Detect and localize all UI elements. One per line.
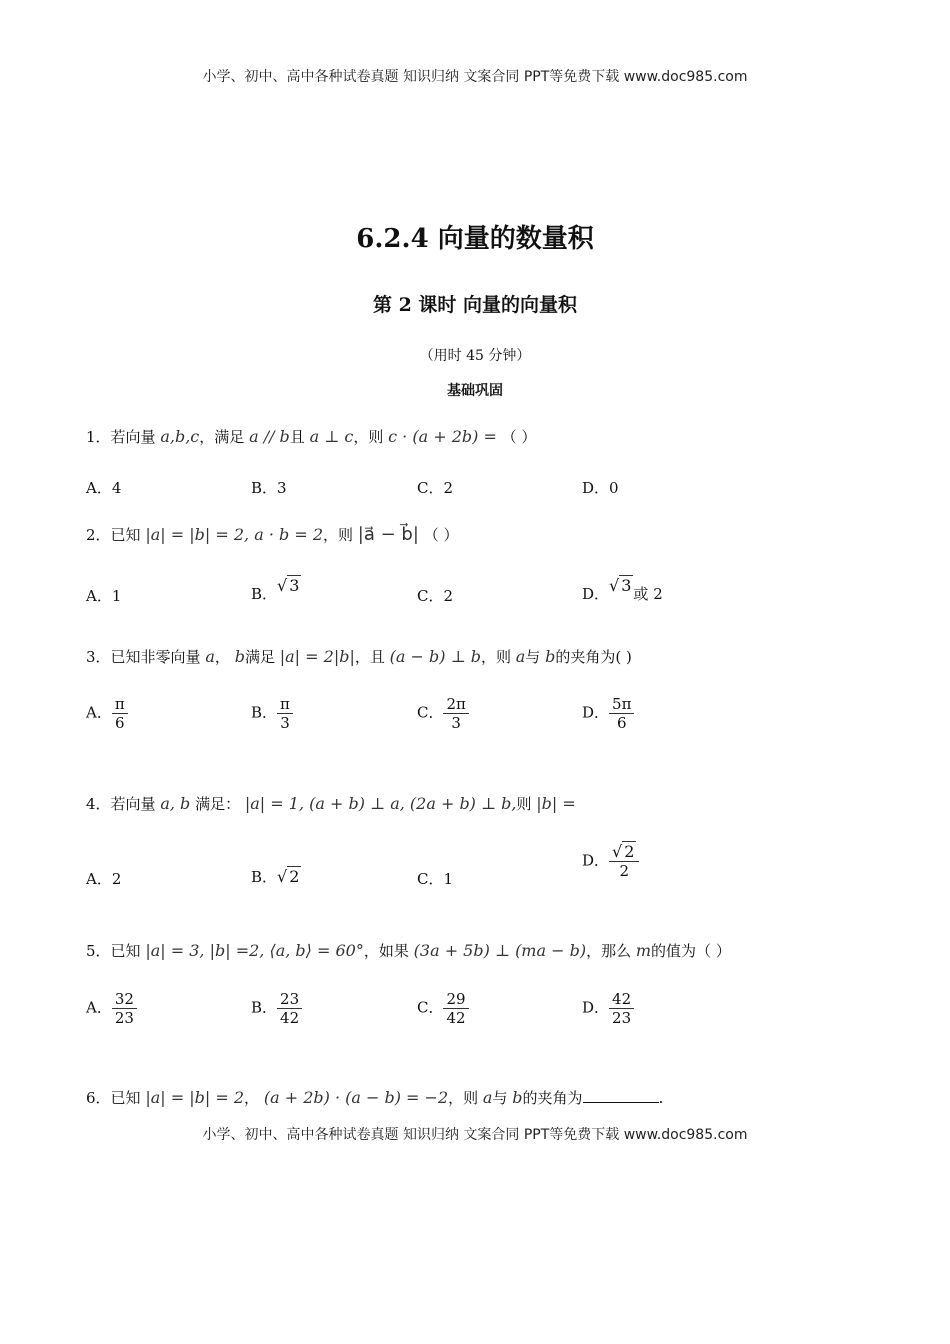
sqrt-symbol: √ 3: [609, 576, 632, 595]
question-2: 2．已知 |a| = |b| = 2, a · b = 2，则 |a⃗ − b⃗| （ ）: [86, 524, 459, 545]
q5-option-a: A． $\frac{32}{23}$: [86, 990, 137, 1027]
q4-option-b: B．√ 2: [251, 867, 300, 886]
q5-option-d: D． $\frac{42}{23}$: [582, 990, 634, 1027]
answer-blank[interactable]: [583, 1088, 659, 1103]
q4-option-d: D． $\frac{√ 2}{2}$: [582, 843, 639, 880]
q3-option-d: D． $\frac{5\pi}{6}$: [582, 695, 634, 732]
page-subtitle: 第 2 课时 向量的向量积: [372, 294, 578, 316]
q2-option-a: A．1: [86, 587, 122, 605]
q2-option-b: B．√ 3: [251, 576, 300, 603]
page-header: 小学、初中、高中各种试卷真题 知识归纳 文案合同 PPT等免费下载 www.doc985.com: [202, 69, 748, 85]
q1-option-b: B．3: [251, 479, 287, 497]
q3-option-c: C． $\frac{2\pi}{3}$: [417, 695, 469, 732]
q3-option-b: B． $\frac{\pi}{3}$: [251, 695, 293, 732]
q1-option-d: D．0: [582, 479, 619, 497]
q1-option-a: A．4: [86, 479, 122, 497]
q4-option-c: C．1: [417, 870, 454, 888]
q1-option-c: C．2: [417, 479, 454, 497]
question-5: 5．已知 |a| = 3, |b| =2, ⟨a, b⟩ = 60°，如果 (3a + 5b) ⊥ (ma − b)，那么 m的值为（ ）: [86, 941, 731, 960]
page-title: 6.2.4 向量的数量积: [356, 224, 594, 254]
q3-option-a: A． $\frac{\pi}{6}$: [86, 695, 128, 732]
question-3: 3．已知非零向量 a， b满足 |a| = 2|b|，且 (a − b) ⊥ b，则 a与 b的夹角为( ): [86, 647, 632, 666]
q4-option-a: A．2: [86, 870, 122, 888]
q5-option-b: B． $\frac{23}{42}$: [251, 990, 302, 1027]
q2-option-d: D．√ 3 或 2: [582, 576, 663, 603]
q2-option-c: C．2: [417, 587, 454, 605]
sqrt-symbol: √ 3: [277, 576, 300, 595]
question-4: 4．若向量 a, b 满足： |a| = 1, (a + b) ⊥ a, (2a + b) ⊥ b,则 |b| =: [86, 794, 576, 813]
question-6: 6．已知 |a| = |b| = 2， (a + 2b) · (a − b) = −2，则 a与 b的夹角为 .: [86, 1088, 664, 1107]
section-heading: 基础巩固: [447, 383, 503, 399]
page-footer: 小学、初中、高中各种试卷真题 知识归纳 文案合同 PPT等免费下载 www.doc985.com: [202, 1127, 748, 1143]
sqrt-symbol: √ 2: [277, 867, 300, 886]
time-note: （用时 45 分钟）: [419, 348, 531, 364]
question-1: 1．若向量 a,b,c，满足 a // b且 a ⊥ c，则 c · (a + 2b) = （ ）: [86, 427, 537, 446]
q5-option-c: C． $\frac{29}{42}$: [417, 990, 469, 1027]
sqrt-symbol: √ 2: [612, 842, 635, 861]
